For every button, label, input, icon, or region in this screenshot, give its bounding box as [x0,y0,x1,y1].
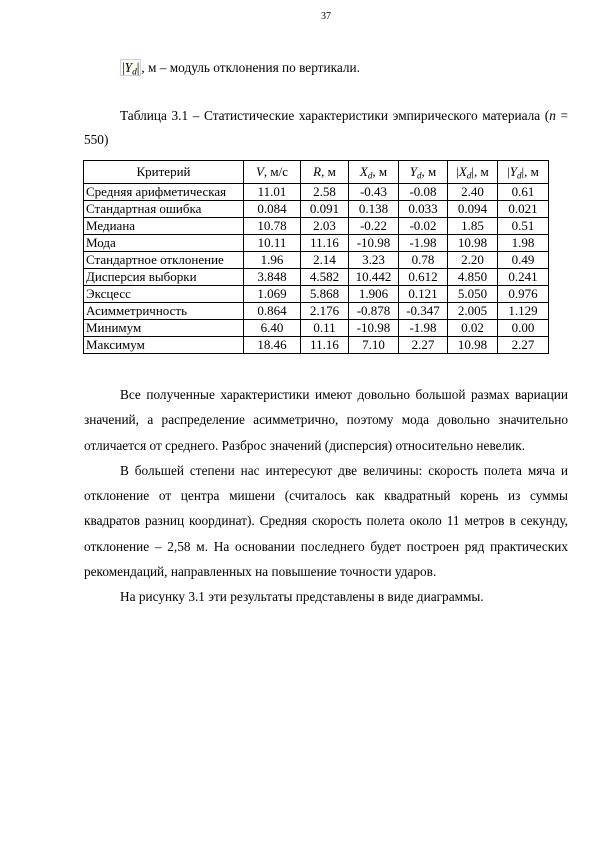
math-symbol: Y [509,164,517,179]
cell-value: 10.98 [448,235,498,252]
cell-value: 3.848 [244,269,301,286]
subscript: d [367,170,373,181]
cell-value: -0.08 [399,184,448,201]
cell-value: -1.98 [399,320,448,337]
row-label: Максимум [84,337,244,354]
cell-value: 0.78 [399,252,448,269]
cell-value: 2.03 [301,218,349,235]
page-number: 37 [321,11,331,22]
cell-value: 0.976 [498,286,549,303]
cell-value: 2.27 [399,337,448,354]
paragraph: Все полученные характеристики имеют довольно большой размах вариации значений, а распределение асимметрично, поэтому мода довольно значительно отличается от среднего. Разброс значений (дисперсия) относительно невелик. [84,387,568,453]
row-label: Средняя арифметическая [84,184,244,201]
table-row [84,235,549,252]
column-header [448,161,498,184]
cell-value: 5.050 [448,286,498,303]
abs-bar-close: | [521,164,525,179]
table-row [84,320,549,337]
row-label: Стандартное отклонение [84,252,244,269]
subscript: d [466,170,472,181]
table-head [84,161,549,184]
cell-value: 0.241 [498,269,549,286]
cell-value: 4.582 [301,269,349,286]
cell-value: -0.02 [399,218,448,235]
cell-value: 2.176 [301,303,349,320]
cell-value: 2.005 [448,303,498,320]
cell-value: 4.850 [448,269,498,286]
cell-value: -1.98 [399,235,448,252]
table-row [84,269,549,286]
cell-value: 2.27 [498,337,549,354]
cell-value: 1.129 [498,303,549,320]
cell-value: 2.14 [301,252,349,269]
header-text: , м [421,164,437,179]
math-symbol: V [255,164,264,179]
math-symbol: R [313,164,322,179]
subscript: d [416,170,422,181]
cell-value: 3.23 [349,252,399,269]
cell-value: 1.85 [448,218,498,235]
statistics-table [83,160,549,354]
cell-value: 0.02 [448,320,498,337]
row-label: Медиана [84,218,244,235]
header-text: , м [321,164,336,179]
column-header [244,161,301,184]
cell-value: 2.58 [301,184,349,201]
abs-yd-equation [120,59,141,76]
cell-value: 0.864 [244,303,301,320]
cell-value: 11.16 [301,337,349,354]
abs-bar-close: | [136,60,140,75]
paragraph: В большей степени нас интересуют две величины: скорость полета мяча и отклонение от центра мишени (считалось как квадратный корень из суммы квадратов разниц координат). Средняя скорость полета около 11 метров в секунду, отклонение – 2,58 м. На основании последнего будет построен ряд практических рекомендаций, направленных на повышение точности ударов. [84,462,568,580]
cell-value: 10.442 [349,269,399,286]
cell-value: 0.11 [301,320,349,337]
cell-value: 0.51 [498,218,549,235]
cell-value: -10.98 [349,320,399,337]
cell-value: 10.11 [244,235,301,252]
row-label: Эксцесс [84,286,244,303]
table-row [84,252,549,269]
caption-n-symbol: n [549,108,556,123]
intro-line [120,59,568,77]
abs-bar-open: | [122,60,125,75]
cell-value: -10.98 [349,235,399,252]
cell-value: 7.10 [349,337,399,354]
table-header-row [84,161,549,184]
row-label: Асимметричность [84,303,244,320]
intro-text: , м – модуль отклонения по вертикали. [141,60,360,75]
table-row [84,218,549,235]
column-header [301,161,349,184]
cell-value: 0.138 [349,201,399,218]
cell-value: 0.612 [399,269,448,286]
abs-bar-open: | [456,164,459,179]
cell-value: 0.021 [498,201,549,218]
row-label: Минимум [84,320,244,337]
table-caption [84,104,568,152]
cell-value: 1.069 [244,286,301,303]
subscript: d [516,170,522,181]
cell-value: 0.00 [498,320,549,337]
header-text: , м [473,164,489,179]
cell-value: -0.347 [399,303,448,320]
cell-value: 0.121 [399,286,448,303]
row-label: Стандартная ошибка [84,201,244,218]
caption-text: Таблица 3.1 – Статистические характеристики эмпирического материала [120,108,541,123]
cell-value: 0.49 [498,252,549,269]
cell-value: 11.01 [244,184,301,201]
cell-value: -0.22 [349,218,399,235]
table-row [84,337,549,354]
math-symbol: Y [124,60,133,75]
cell-value: 10.98 [448,337,498,354]
math-symbol: X [359,164,368,179]
header-text: Критерий [136,164,191,179]
cell-value: -0.43 [349,184,399,201]
body-text [84,382,568,610]
cell-value: 11.16 [301,235,349,252]
abs-bar-close: | [471,164,474,179]
column-header [349,161,399,184]
cell-value: 1.98 [498,235,549,252]
header-text: , м [372,164,388,179]
math-symbol: Y [409,164,417,179]
column-header [399,161,448,184]
cell-value: 6.40 [244,320,301,337]
caption-sample-size: = 550) [84,108,569,147]
cell-value: 18.46 [244,337,301,354]
table-row [84,201,549,218]
cell-value: 0.61 [498,184,549,201]
header-text: , м [524,164,539,179]
cell-value: 10.78 [244,218,301,235]
table-row [84,303,549,320]
row-label: Мода [84,235,244,252]
paragraph: На рисунку 3.1 эти результаты представлены в виде диаграммы. [120,589,484,605]
column-header [84,161,244,184]
table-row [84,184,549,201]
cell-value: 2.20 [448,252,498,269]
header-text: , м/с [263,164,289,179]
row-label: Дисперсия выборки [84,269,244,286]
column-header [498,161,549,184]
subscript: d [132,67,137,78]
caption-paren-open: ( [544,108,550,123]
cell-value: 0.091 [301,201,349,218]
cell-value: 0.084 [244,201,301,218]
table-body [84,184,549,354]
table-row [84,286,549,303]
math-symbol: X [458,164,467,179]
cell-value: 5.868 [301,286,349,303]
cell-value: 0.033 [399,201,448,218]
cell-value: 0.094 [448,201,498,218]
abs-bar-open: | [507,164,510,179]
cell-value: 1.96 [244,252,301,269]
cell-value: 1.906 [349,286,399,303]
cell-value: -0.878 [349,303,399,320]
cell-value: 2.40 [448,184,498,201]
